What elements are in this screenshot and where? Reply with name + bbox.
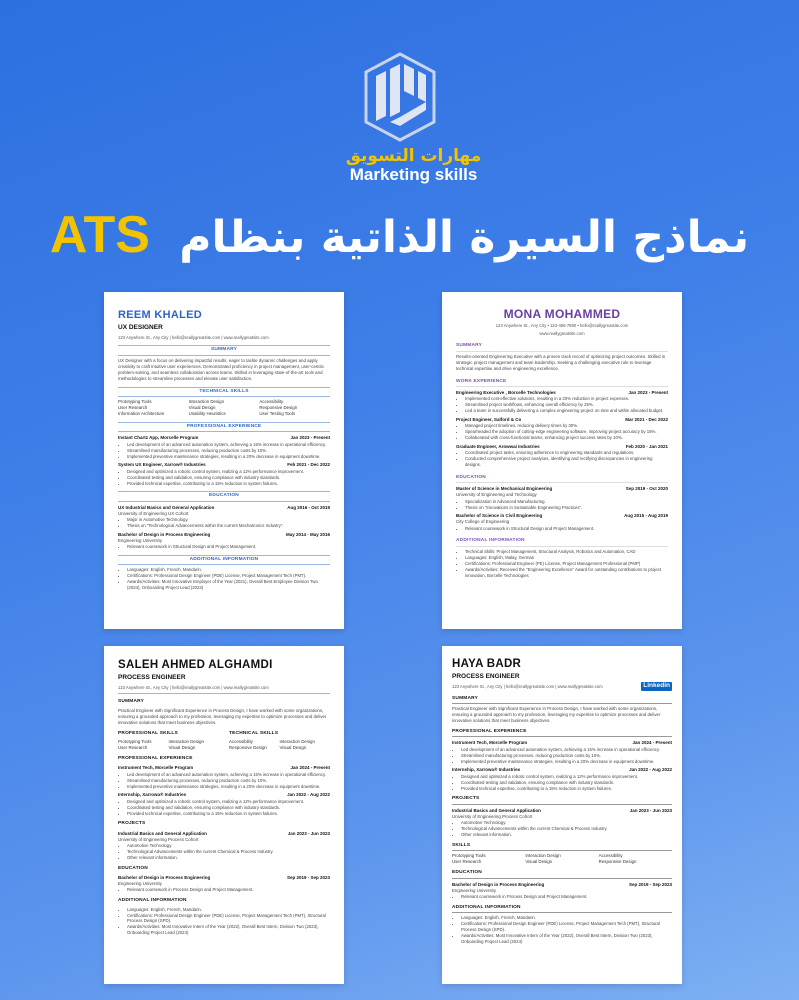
- job-title: Instrument Tech, Morcelle Program: [118, 765, 194, 771]
- edu-date: Sep 2019 - Oct 2020: [625, 486, 668, 492]
- job-bullets: [452, 774, 672, 792]
- bullet: • Coordinated testing and validation, ensuring compliance with industry standards.: [127, 475, 330, 481]
- bullet: • Automotive Technology.: [461, 820, 672, 826]
- edu-date: May 2014 - May 2016: [285, 531, 330, 537]
- contact-row: [452, 682, 672, 691]
- section-heading-additional: ADDITIONAL INFORMATION: [456, 538, 668, 546]
- bullet: • Specialization in Advanced Manufacturing.: [465, 499, 668, 505]
- divider: [118, 693, 330, 694]
- resume-name: SALEH AHMED ALGHAMDI: [118, 659, 273, 671]
- skill-item: Visual Design: [188, 405, 216, 411]
- edu-date: Aug 2015 - Aug 2019: [624, 513, 668, 519]
- bullet: • Spearheaded the adoption of cutting-edge engineering software, improving project accuracy by 15%.: [465, 429, 668, 435]
- skill-item: Accessibility: [259, 399, 284, 405]
- section-heading-additional: ADDITIONAL INFORMATION: [118, 555, 330, 565]
- additional-list: [452, 915, 672, 944]
- job-title: Graduate Engineer, Arowwai Industries: [456, 444, 540, 450]
- bullet: • Relevant coursework in Process Design and Project Management.: [461, 894, 672, 900]
- job-title: Internship, Xarrowa® Industries: [118, 792, 187, 798]
- bullet: • Certifications: Professional Engineer (PE) License, Project Management Professional (PMP): [465, 561, 668, 567]
- bullet: • Implemented preventive maintenance strategies, resulting in a 20% decrease in equipment downtime.: [461, 759, 672, 765]
- job-bullets: [456, 450, 668, 468]
- bullet: • Relevant coursework in Structural Design and Project Management.: [465, 526, 668, 532]
- edu-bullets: [118, 517, 330, 529]
- summary-text: Practical Engineer with Significant Experience in Process Design, I have worked with some organizations, ensuring a grounded approach to my profession, leveraging my expertise to optimize processes and deliver innovative solutions that meet business objectives.: [118, 707, 327, 725]
- resume-card-haya: [442, 646, 682, 984]
- job-bullets: [452, 747, 672, 765]
- skill-item: Information Architecture: [118, 411, 165, 416]
- bullet: • Awards/Activities: Most Innovative Employer of the Year (2021), Overall Best Employee Division Two (2024), Onboarding Project Lead (2023): [127, 579, 330, 591]
- skill-item: User Research: [452, 859, 482, 865]
- skill-item: User Research: [118, 744, 148, 750]
- section-heading-projects: PROJECTS: [118, 821, 146, 827]
- job-header: [456, 417, 668, 423]
- job-header: [456, 444, 668, 450]
- bullet: • Implemented preventive maintenance strategies, resulting in a 20% decrease in equipment downtime.: [127, 454, 330, 460]
- edu-school: University of Engineering UX Cohort: [118, 510, 189, 516]
- job-bullets: [118, 772, 330, 790]
- skill-item: Visual Design: [168, 744, 196, 750]
- job-header: [118, 435, 330, 441]
- bullet: • Awards/Activities: Most Innovative Intern of the Year (2022), Overall Best Intern, Division Two (2023), Onboarding Project Lead (2024): [461, 933, 672, 945]
- job-date: Mar 2021 - Dec 2022: [625, 417, 668, 423]
- section-heading-skills: SKILLS: [452, 843, 672, 851]
- edu-title: Bachelor of Design in Process Engineering: [118, 875, 211, 881]
- skill-item: Prototyping Tools: [118, 738, 152, 744]
- project-date: Jan 2023 - Jun 2023: [287, 830, 330, 836]
- job-header: [452, 767, 672, 773]
- project-title: Industrial Basics and General Application: [118, 830, 207, 836]
- section-heading-projects: PROJECTS: [452, 796, 672, 804]
- job-header: [452, 740, 672, 746]
- section-heading-experience: WORK EXPERIENCE: [456, 379, 668, 387]
- skill-item: Prototyping Tools: [118, 399, 152, 405]
- section-heading-education: EDUCATION: [452, 870, 672, 878]
- linkedin-logo: [641, 682, 672, 691]
- section-heading-professional-skills: PROFESSIONAL SKILLS: [118, 730, 178, 736]
- edu-bullets: [118, 544, 330, 550]
- bullet: • Conducted comprehensive project analyses, identifying and rectifying discrepancies in engineering designs.: [465, 456, 668, 468]
- edu-school: Engineering University: [118, 537, 162, 543]
- skills-grid: [118, 739, 219, 751]
- brand-arabic-name: مهارات التسويق: [345, 146, 482, 166]
- bullet: • Major in Automotive Technology.: [127, 517, 330, 523]
- bullet: • Thesis on "Technological Advancements within the current Mechatronics Industry".: [127, 523, 330, 529]
- resume-role: PROCESS ENGINEER: [118, 674, 186, 681]
- technical-skills: [229, 726, 330, 751]
- additional-list: [456, 549, 668, 579]
- skill-item: Usability Heuristics: [188, 411, 226, 416]
- bullet: • Certifications: Professional Design Engineer (PDE) License, Project Management Tech (PMT).: [127, 573, 330, 579]
- project-date: Jan 2023 - Jun 2023: [629, 807, 672, 813]
- resume-name: MONA MOHAMMED: [503, 307, 621, 321]
- job-date: Jan 2024 - Present: [290, 765, 330, 771]
- edu-title: Bachelor of Science in Civil Engineering: [456, 513, 543, 519]
- resume-role: UX DESIGNER: [118, 324, 163, 331]
- edu-date: Sep 2019 - Sep 2023: [286, 875, 330, 881]
- section-heading-summary: SUMMARY: [118, 699, 145, 705]
- project-bullets: [452, 820, 672, 838]
- bullet: • Languages: English, Malay, German: [465, 555, 668, 561]
- bullet: • Certifications: Professional Design Engineer (PDE) License, Project Management Tech (PMT), Structural Process Design (SPD).: [461, 921, 672, 933]
- resume-contact: 123 Anywhere St., Any City | hello@reallygreatsite.com | www.reallygreatsite.com: [118, 334, 269, 340]
- skill-item: Responsive Design: [229, 744, 267, 750]
- edu-title: Bachelor of Design in Process Engineering: [118, 531, 211, 537]
- linkedin-word: Linked: [643, 681, 665, 689]
- edu-school: City College of Engineering: [456, 519, 510, 525]
- job-date: Feb 2020 - Jan 2021: [625, 444, 668, 450]
- skill-item: Interaction Design: [525, 853, 561, 859]
- resume-contact: 123 Anywhere St., Any City | hello@reallygreatsite.com | www.reallygreatsite.com: [118, 684, 269, 690]
- additional-list: [118, 567, 330, 591]
- job-header: [118, 765, 330, 771]
- section-heading-experience: PROFESSIONAL EXPERIENCE: [118, 422, 330, 432]
- bullet: • Provided technical expertise, contributing to a 15% reduction in system failures.: [127, 811, 330, 817]
- section-heading-additional: ADDITIONAL INFORMATION: [452, 905, 672, 913]
- summary-text: Practical Engineer with Significant Experience in Process Design, I have worked with some organizations, ensuring a grounded approach to my profession, leveraging my expertise to optimize processes and deliver innovative solutions that meet business objectives.: [452, 706, 661, 723]
- edu-date: Sep 2019 - Sep 2023: [628, 881, 672, 887]
- resume-role: PROCESS ENGINEER: [452, 673, 520, 680]
- section-heading-education: EDUCATION: [118, 491, 330, 501]
- skills-grid: [229, 739, 330, 751]
- bullet: • Relevant coursework in Structural Design and Project Management.: [127, 544, 330, 550]
- project-school: University of Engineering Process Cohort: [118, 836, 199, 842]
- skills-columns: [118, 726, 330, 751]
- job-date: Jan 2023 - Present: [628, 390, 668, 396]
- bullet: • Implemented preventive maintenance strategies, resulting in a 20% decrease in equipment downtime.: [127, 784, 330, 790]
- edu-title: UX Industrial Basics and General Application: [118, 504, 215, 510]
- bullet: • Coordinated project tasks, ensuring adherence to engineering standards and regulations.: [465, 450, 668, 456]
- resume-card-saleh: [104, 646, 344, 984]
- job-title: Internship, Xarrowa® Industries: [452, 767, 521, 773]
- skill-item: Responsive Design: [598, 859, 637, 865]
- edu-date: Aug 2016 - Oct 2019: [287, 504, 330, 510]
- section-heading-summary: SUMMARY: [452, 696, 672, 704]
- edu-school: University of Engineering and Technology: [456, 492, 537, 498]
- bullet: • Streamlined project workflows, enhancing overall efficiency by 25%.: [465, 402, 668, 408]
- professional-skills: [118, 726, 219, 751]
- headline-arabic: نماذج السيرة الذاتية بنظام: [179, 212, 750, 263]
- skill-item: User Research: [118, 405, 148, 411]
- bullet: • Automotive Technology.: [127, 843, 330, 849]
- skill-item: Visual Design: [279, 744, 307, 750]
- skills-grid: [452, 853, 672, 865]
- edu-bullets: [456, 526, 668, 532]
- skill-item: Accessibility: [598, 853, 623, 859]
- resume-card-reem: [104, 292, 344, 629]
- bullet: • Awards/Activities: Most Innovative Intern of the Year (2022), Overall Best Intern, Division Two (2023), Onboarding Project Lead (2024): [127, 924, 330, 936]
- skill-item: Accessibility: [229, 738, 253, 744]
- brand-english-name: Marketing skills: [349, 165, 478, 184]
- bullet: • Streamlined manufacturing processes, reducing production costs by 10%.: [127, 778, 330, 784]
- skill-item: Interaction Design: [279, 738, 315, 744]
- bullet: • Provided technical expertise, contributing to a 15% reduction in system failures.: [461, 786, 672, 792]
- bullet: • Coordinated testing and validation, ensuring compliance with industry standards.: [127, 805, 330, 811]
- job-bullets: [456, 396, 668, 414]
- edu-bullets: [456, 499, 668, 511]
- bullet: • Provided technical expertise, contributing to a 15% reduction in system failures.: [127, 481, 330, 487]
- skill-item: Prototyping Tools: [452, 853, 486, 859]
- bullet: • Certifications: Professional Design Engineer (PDE) License, Project Management Tech (PMT), Structural Process Design (SPD).: [127, 913, 330, 925]
- job-date: Jan 2023 - Present: [290, 435, 330, 441]
- summary-text: Results-oriented Engineering Executive with a proven track record of optimizing project outcomes. Skilled in strategic project management and team leadership. Seeking a challenging executive role to leverage technical expertise and drive engineering excellence.: [456, 353, 666, 371]
- bullet: • Streamlined manufacturing processes, reducing production costs by 10%.: [461, 753, 672, 759]
- bullet: • Thesis on "Innovations in Sustainable Engineering Practices".: [465, 505, 668, 511]
- resume-website: www.reallygreatsite.com: [539, 330, 585, 336]
- additional-list: [118, 907, 330, 936]
- section-heading-experience: PROFESSIONAL EXPERIENCE: [452, 729, 672, 737]
- headline-accent: ATS: [49, 206, 150, 264]
- project-bullets: [118, 843, 330, 861]
- job-header: [118, 462, 330, 468]
- section-heading-skills: TECHNICAL SKILLS: [118, 387, 330, 397]
- edu-title: Master of Science in Mechanical Engineering: [456, 486, 553, 492]
- job-bullets: [118, 469, 330, 487]
- bullet: • Collaborated with cross-functional teams, enhancing project success rates by 10%.: [465, 435, 668, 441]
- skill-item: Interaction Design: [188, 399, 225, 405]
- skill-item: Interaction Design: [168, 738, 204, 744]
- job-header: [118, 792, 330, 798]
- bullet: • Led development of an advanced automation system, achieving a 15% increase in operational efficiency.: [127, 442, 330, 448]
- bullet: • Managed project timelines, reducing delivery times by 30%.: [465, 423, 668, 429]
- job-header: [456, 390, 668, 396]
- bullet: • Technological Advancements within the current Chemical & Process Industry.: [127, 849, 330, 855]
- job-bullets: [456, 423, 668, 441]
- resume-name: HAYA BADR: [452, 658, 522, 670]
- resume-name: REEM KHALED: [118, 309, 202, 321]
- skill-item: Visual Design: [525, 859, 553, 865]
- section-heading-education: EDUCATION: [118, 865, 148, 871]
- section-heading-education: EDUCATION: [456, 475, 668, 483]
- project-title: Industrial Basics and General Application: [452, 807, 541, 813]
- edu-school: Engineering University: [118, 881, 162, 887]
- skills-grid: [118, 399, 330, 417]
- job-title: Engineering Executive , Borcelle Technologies: [456, 390, 556, 396]
- bullet: • Technological Advancements within the current Chemical & Process Industry.: [461, 826, 672, 832]
- bullet: • Relevant coursework in Process Design and Project Management.: [127, 887, 330, 893]
- bullet: • Languages: English, French, Mandarin.: [127, 907, 330, 913]
- bullet: • Led development of an advanced automation system, achieving a 15% increase in operational efficiency.: [461, 747, 672, 753]
- bullet: • Led development of an advanced automation system, achieving a 15% increase in operational efficiency.: [127, 772, 330, 778]
- bullet: • Designed and optimized a robotic control system, realizing a 12% performance improvement.: [127, 799, 330, 805]
- section-heading-technical-skills: TECHNICAL SKILLS: [229, 730, 279, 736]
- bullet: • Languages: English, French, Mandarin.: [127, 567, 330, 573]
- edu-school: Engineering University: [452, 887, 496, 893]
- section-heading-additional: ADDITIONAL INFORMATION: [118, 898, 187, 904]
- bullet: • Other relevant information.: [127, 855, 330, 861]
- edu-bullets: [452, 894, 672, 900]
- bullet: • Technical Skills: Project Management, Structural Analysis, Robotics and Automation, CAD: [465, 549, 668, 555]
- resume-card-mona: [442, 292, 682, 629]
- project-school: University of Engineering Process Cohort: [452, 813, 533, 819]
- job-bullets: [118, 442, 330, 460]
- skill-item: Responsive Design: [259, 405, 298, 411]
- resume-contact: 123 Anywhere St., Any City • 123-456-7890 • hello@reallygreatsite.com: [495, 323, 629, 328]
- job-title: System UX Engineer, Xarrow® Industries: [118, 462, 206, 468]
- bullet: • Designed and optimized a robotic control system, realizing a 12% performance improvement.: [461, 774, 672, 780]
- bullet: • Other relevant information.: [461, 832, 672, 838]
- bullet: • Streamlined manufacturing processes, reducing production costs by 10%.: [127, 448, 330, 454]
- section-heading-summary: SUMMARY: [118, 345, 330, 355]
- job-title: Instant Chartz App, Morcelle Program: [118, 435, 199, 441]
- bullet: • Led a team in successfully delivering a complex engineering project on time and within allocated budget.: [465, 408, 668, 414]
- job-date: Jan 2024 - Present: [632, 740, 672, 746]
- job-title: Project Engineer, Salford & Co: [456, 417, 522, 423]
- bullet: • Implemented cost-effective solutions, resulting in a 20% reduction in project expenses.: [465, 396, 668, 402]
- job-bullets: [118, 799, 330, 817]
- skill-item: User Testing Tools: [259, 411, 296, 416]
- job-title: Instrument Tech, Morcelle Program: [452, 740, 528, 746]
- section-heading-experience: PROFESSIONAL EXPERIENCE: [118, 755, 193, 761]
- job-date: Jan 2022 - Aug 2022: [629, 767, 672, 773]
- edu-title: Bachelor of Design in Process Engineering: [452, 881, 545, 887]
- edu-bullets: [118, 887, 330, 893]
- job-date: Feb 2021 - Dec 2022: [287, 462, 330, 468]
- linkedin-in: in: [664, 681, 670, 689]
- stacked-hexagon-logo: [364, 52, 436, 142]
- resume-contact: 123 Anywhere St., Any City | hello@reallygreatsite.com | www.reallygreatsite.com: [452, 684, 603, 690]
- job-date: Jan 2022 - Aug 2022: [287, 792, 330, 798]
- bullet: • Designed and optimized a robotic control system, realizing a 12% performance improvement.: [127, 469, 330, 475]
- bullet: • Languages: English, French, Mandarin.: [461, 915, 672, 921]
- section-heading-summary: SUMMARY: [456, 343, 668, 351]
- bullet: • Awards/Activities: Received the "Engineering Excellence" Award for outstanding contributions to project innovation, Borcelle Technologies: [465, 567, 668, 579]
- summary-text: UX Designer with a focus on delivering impactful results, eager to tackle dynamic challenges and apply creativity to craft intuitive user experiences. Demonstrated proficiency in project management, user-centric problem-solving, and seamless collaboration across teams. Skilled in leveraging state-of-the-art tools and methodologies to streamline processes and elevate user satisfaction.: [118, 357, 325, 381]
- bullet: • Coordinated testing and validation, ensuring compliance with industry standards.: [461, 780, 672, 786]
- page-headline: [0, 205, 799, 268]
